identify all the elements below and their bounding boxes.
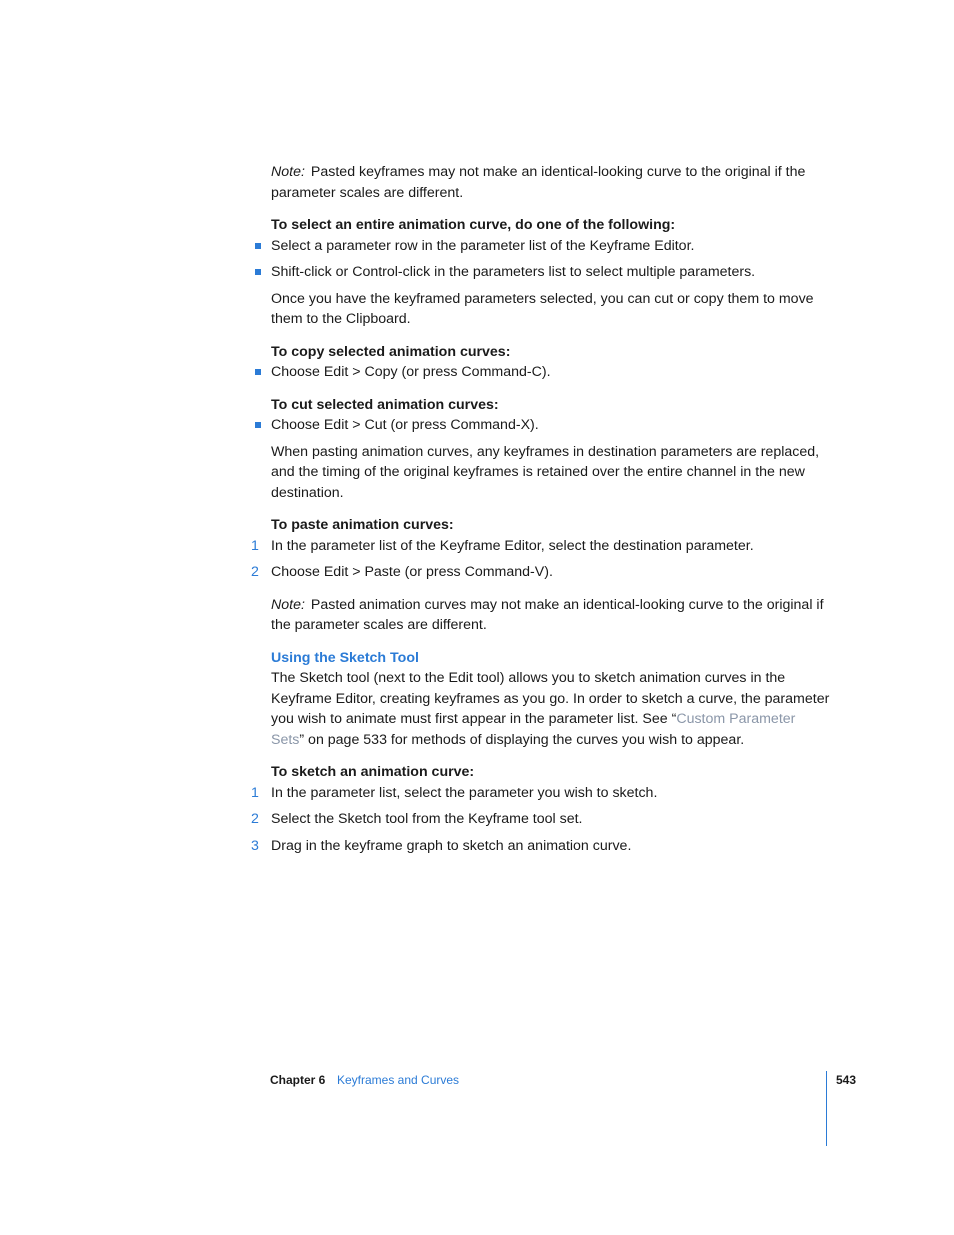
body-text: The Sketch tool (next to the Edit tool) allows you to sketch animation curves in the Keyframe Editor, creating keyframes as you go. In order to sketch a curve, the parameter you wish to animate must first appear in the parameter list. See “ <box>271 670 830 727</box>
task-heading-copy: To copy selected animation curves: <box>271 343 511 360</box>
note-text: Pasted keyframes may not make an identical-looking curve to the original if the parameter scales are different. <box>271 164 806 201</box>
task-heading-sketch: To sketch an animation curve: <box>271 764 475 780</box>
step-text: Choose Edit > Paste (or press Command-V). <box>271 564 553 580</box>
list-item-text: Choose Edit > Copy (or press Command-C). <box>271 364 551 380</box>
step-item <box>251 562 831 583</box>
list-item-text: Shift-click or Control-click in the parameters list to select multiple parameters. <box>271 264 756 280</box>
body-paragraph <box>271 668 831 750</box>
bullet-icon <box>255 369 261 375</box>
note-label: Note: <box>271 164 305 180</box>
step-text: In the parameter list, select the parameter you wish to sketch. <box>271 784 658 801</box>
note-paragraph <box>271 595 831 636</box>
step-text: In the parameter list of the Keyframe Editor, select the destination parameter. <box>271 537 754 554</box>
page-body <box>251 162 831 856</box>
footer-divider <box>826 1071 827 1146</box>
list-item <box>271 236 831 257</box>
step-item <box>251 536 831 557</box>
step-number: 1 <box>251 537 259 554</box>
cross-reference-link[interactable]: Custom Parameter Sets <box>271 711 796 748</box>
step-item <box>251 783 831 804</box>
step-text: Select the Sketch tool from the Keyframe tool set. <box>271 811 583 827</box>
list-item-text: Select a parameter row in the parameter list of the Keyframe Editor. <box>271 237 695 254</box>
note-label: Note: <box>271 596 305 613</box>
footer-chapter-label: Chapter 6 <box>270 1073 326 1087</box>
task-heading-select-curve: To select an entire animation curve, do one of the following: <box>271 217 676 233</box>
numbered-list <box>251 536 831 583</box>
step-item <box>251 809 831 830</box>
list-item <box>271 415 831 436</box>
body-text: ” on page 533 for methods of displaying the curves you wish to appear. <box>299 731 745 748</box>
footer-section-title: Keyframes and Curves <box>337 1073 460 1087</box>
section-title: Using the Sketch Tool <box>271 649 419 666</box>
bullet-icon <box>255 269 261 275</box>
note-text: Pasted animation curves may not make an identical-looking curve to the original if the parameter scales are different. <box>271 596 824 633</box>
step-number: 2 <box>251 564 259 580</box>
list-item-text: Choose Edit > Cut (or press Command-X). <box>271 417 539 433</box>
step-number: 1 <box>251 784 259 801</box>
numbered-list <box>251 783 831 857</box>
bullet-list <box>271 415 831 436</box>
bullet-icon <box>255 243 261 249</box>
bullet-list <box>271 236 831 283</box>
step-item <box>251 836 831 857</box>
note-paragraph <box>271 162 831 203</box>
task-heading-cut: To cut selected animation curves: <box>271 396 499 413</box>
page-number: 543 <box>836 1073 857 1087</box>
body-paragraph: Once you have the keyframed parameters selected, you can cut or copy them to move them to the Clipboard. <box>271 290 814 327</box>
bullet-list <box>271 362 831 383</box>
list-item <box>271 262 831 283</box>
list-item <box>271 362 831 383</box>
step-number: 3 <box>251 837 259 854</box>
task-heading-paste: To paste animation curves: <box>271 517 454 533</box>
step-text: Drag in the keyframe graph to sketch an animation curve. <box>271 837 632 854</box>
bullet-icon <box>255 422 261 428</box>
body-paragraph: When pasting animation curves, any keyframes in destination parameters are replaced, and the timing of the original keyframes is retained over the entire channel in the new destination. <box>271 443 820 501</box>
step-number: 2 <box>251 811 259 827</box>
